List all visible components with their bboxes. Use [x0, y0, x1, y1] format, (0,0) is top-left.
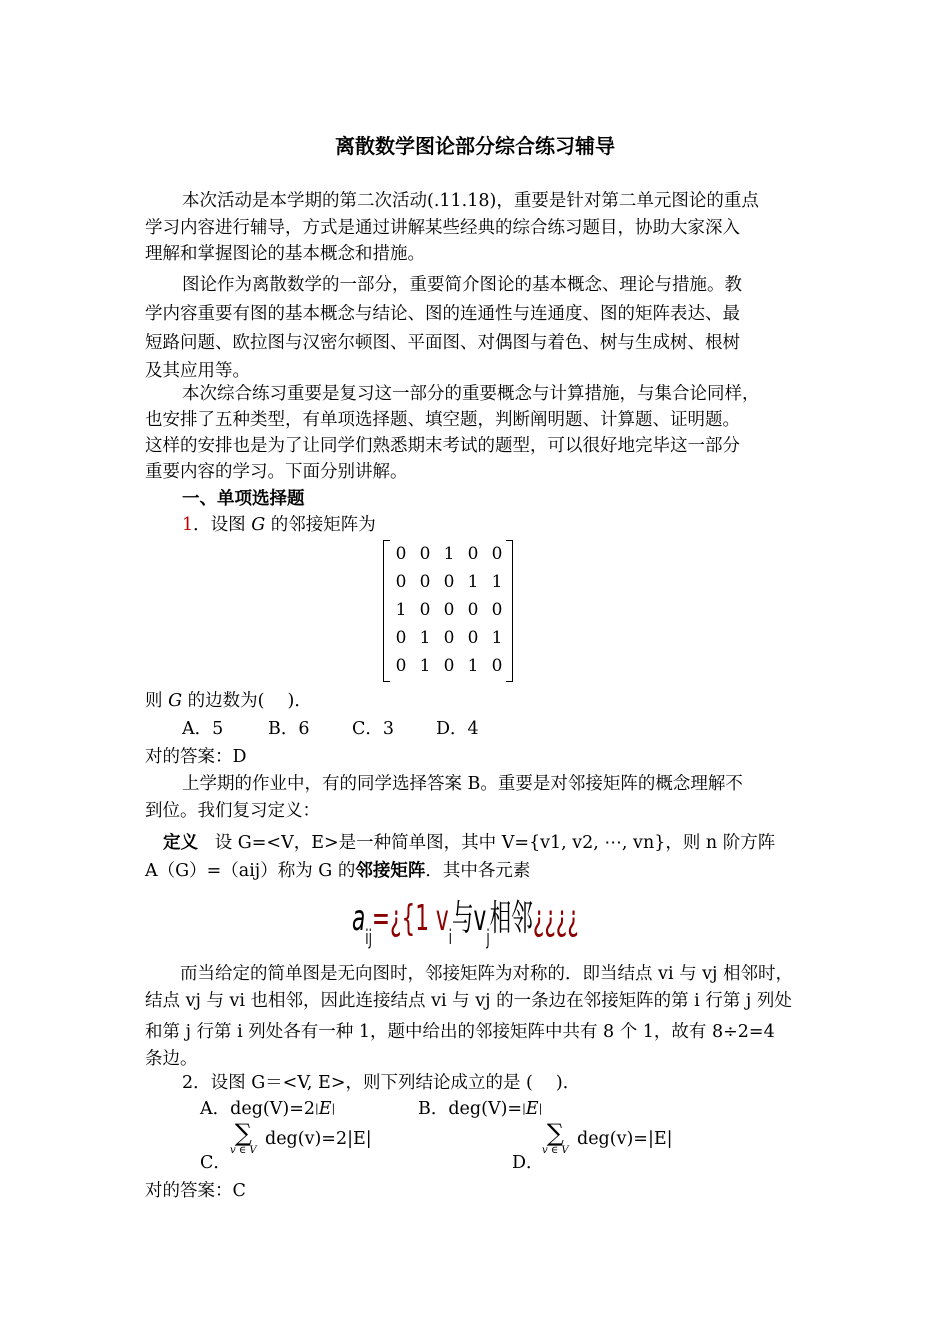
sum-under-c: v ∈ V: [230, 1145, 257, 1156]
formula-j: j: [486, 925, 490, 949]
explain-line-2: 到位。我们复习定义：: [145, 801, 320, 821]
option-a-e: E: [318, 1099, 332, 1119]
matrix-cell: 0: [467, 628, 479, 648]
matrix-cell: 0: [443, 600, 455, 620]
matrix-table: [389, 540, 509, 680]
matrix-cell: 1: [491, 628, 503, 648]
matrix-cell: 0: [467, 600, 479, 620]
sum-symbol-c: ∑ v ∈ V: [230, 1124, 257, 1160]
definition-label: 定义: [163, 833, 198, 853]
definition-text-a: A（G）=（aij）称为 G 的: [145, 861, 356, 881]
question-1-answer: 对的答案：D: [145, 747, 247, 767]
matrix-row: [389, 652, 509, 680]
question-1-after: [145, 690, 312, 712]
sum-under-d: v ∈ V: [542, 1145, 569, 1156]
explain2-line-1: 而当给定的简单图是无向图时，邻接矩阵为对称的．即当结点 vi 与 vj 相邻时，: [180, 964, 794, 984]
para3-line-1: 本次综合练习重要是复习这一部分的重要概念与计算措施，与集合论同样，: [182, 384, 760, 404]
definition-line-1: [163, 832, 775, 854]
option-c-label: C．: [200, 1153, 231, 1173]
para3-line-3: 这样的安排也是为了让同学们熟悉期末考试的题型，可以很好地完毕这一部分: [145, 436, 740, 456]
sum-symbol-d: ∑ v ∈ V: [542, 1124, 569, 1160]
option-b-text: B．deg(V)=: [418, 1099, 523, 1119]
matrix-cell: 0: [443, 572, 455, 592]
para2-line-4: 及其应用等。: [145, 361, 250, 381]
matrix-cell: 0: [491, 600, 503, 620]
explain2-line-4: 条边。: [145, 1049, 198, 1069]
matrix-cell: 0: [395, 544, 407, 564]
question-1-rest: 的邻接矩阵为: [265, 515, 376, 535]
formula-body: [352, 890, 579, 949]
definition-line-2: [145, 860, 530, 882]
graph-symbol: G: [168, 691, 183, 711]
question-1-option-c: C．3: [352, 719, 395, 739]
question-1-option-d: D．4: [436, 719, 479, 739]
question-1-option-b: B．6: [268, 719, 310, 739]
matrix-cell: 1: [443, 544, 455, 564]
formula-tail: ¿¿¿¿: [532, 898, 579, 939]
matrix-cell: 1: [467, 656, 479, 676]
adjacency-matrix: [383, 540, 513, 680]
matrix-cell: 1: [419, 628, 431, 648]
question-2-option-a: A．deg(V)=2|E|: [200, 1099, 336, 1119]
option-d-label: D．: [512, 1153, 544, 1173]
formula-a: a: [352, 898, 366, 939]
question-1-number: 1: [182, 515, 194, 535]
formula-end: 相邻: [489, 898, 533, 939]
explain2-line-2: 结点 vj 与 vi 也相邻，因此连接结点 vi 与 vj 的一条边在邻接矩阵的第 i 行第 j 列处: [145, 991, 792, 1011]
formula-eq: =¿{1 v: [371, 898, 449, 939]
para3-line-2: 也安排了五种类型，有单项选择题、填空题，判断阐明题、计算题、证明题。: [145, 410, 740, 430]
definition-text-c: ．其中各元素: [425, 861, 531, 881]
formula-i: i: [448, 925, 452, 949]
matrix-row: [389, 540, 509, 568]
question-1-stem: [182, 514, 376, 536]
intro-line-2: 学习内容进行辅导，方式是通过讲解某些经典的综合练习题目，协助大家深入: [145, 218, 740, 238]
question-1-prefix: ．设图: [193, 515, 252, 535]
matrix-row: [389, 568, 509, 596]
option-d-expr: deg(v)=|E|: [577, 1129, 673, 1149]
matrix-cell: 0: [395, 656, 407, 676]
matrix-cell: 1: [491, 572, 503, 592]
matrix-cell: 1: [395, 600, 407, 620]
matrix-cell: 0: [491, 656, 503, 676]
question-1-option-a: A．5: [182, 719, 224, 739]
matrix-cell: 0: [419, 572, 431, 592]
document-title: 离散数学图论部分综合练习辅导: [335, 134, 615, 158]
graph-symbol: G: [251, 515, 266, 535]
question-2-answer: 对的答案：C: [145, 1181, 246, 1201]
explain-line-1: 上学期的作业中，有的同学选择答案 B。重要是对邻接矩阵的概念理解不: [182, 774, 743, 794]
option-b-e: E: [525, 1099, 539, 1119]
matrix-cell: 0: [419, 600, 431, 620]
matrix-cell: 0: [491, 544, 503, 564]
matrix-cell: 0: [443, 628, 455, 648]
question-2-option-b: B．deg(V)=|E|: [418, 1099, 543, 1119]
matrix-cell: 0: [467, 544, 479, 564]
matrix-cell: 0: [395, 628, 407, 648]
matrix-row: [389, 596, 509, 624]
matrix-row: [389, 624, 509, 652]
option-c-expr: deg(v)=2|E|: [265, 1129, 372, 1149]
matrix-cell: 1: [467, 572, 479, 592]
matrix-cell: 0: [395, 572, 407, 592]
section-heading-single-choice: 一、单项选择题: [182, 489, 305, 509]
definition-text: 设 G=<V，E>是一种简单图，其中 V={v1, v2, ⋯, vn}，则 n 阶方阵: [214, 833, 776, 853]
formula-sub: ij: [365, 925, 372, 949]
option-a-text: A．deg(V)=2: [200, 1099, 315, 1119]
intro-line-3: 理解和掌握图论的基本概念和措施。: [145, 244, 425, 264]
after-prefix: 则: [145, 691, 169, 711]
para2-line-1: 图论作为离散数学的一部分，重要简介图论的基本概念、理论与措施。教: [182, 275, 742, 295]
matrix-cell: 0: [443, 656, 455, 676]
question-2-stem: 2．设图 G＝<V, E>，则下列结论成立的是 ( )．: [182, 1073, 581, 1093]
after-rest: 的边数为( )．: [182, 691, 312, 711]
adjacency-formula: [352, 890, 730, 950]
para3-line-4: 重要内容的学习。下面分别讲解。: [145, 462, 408, 482]
formula-mid: 与v: [451, 898, 487, 939]
matrix-cell: 1: [419, 656, 431, 676]
matrix-cell: 0: [419, 544, 431, 564]
para2-line-3: 短路问题、欧拉图与汉密尔顿图、平面图、对偶图与着色、树与生成树、根树: [145, 333, 740, 353]
explain2-line-3: 和第 j 行第 i 列处各有一种 1，题中给出的邻接矩阵中共有 8 个 1，故有 8÷2=4: [145, 1022, 775, 1042]
intro-line-1: 本次活动是本学期的第二次活动(.11.18)，重要是针对第二单元图论的重点: [182, 191, 759, 211]
para2-line-2: 学内容重要有图的基本概念与结论、图的连通性与连通度、图的矩阵表达、最: [145, 304, 740, 324]
definition-term: 邻接矩阵: [355, 861, 426, 881]
